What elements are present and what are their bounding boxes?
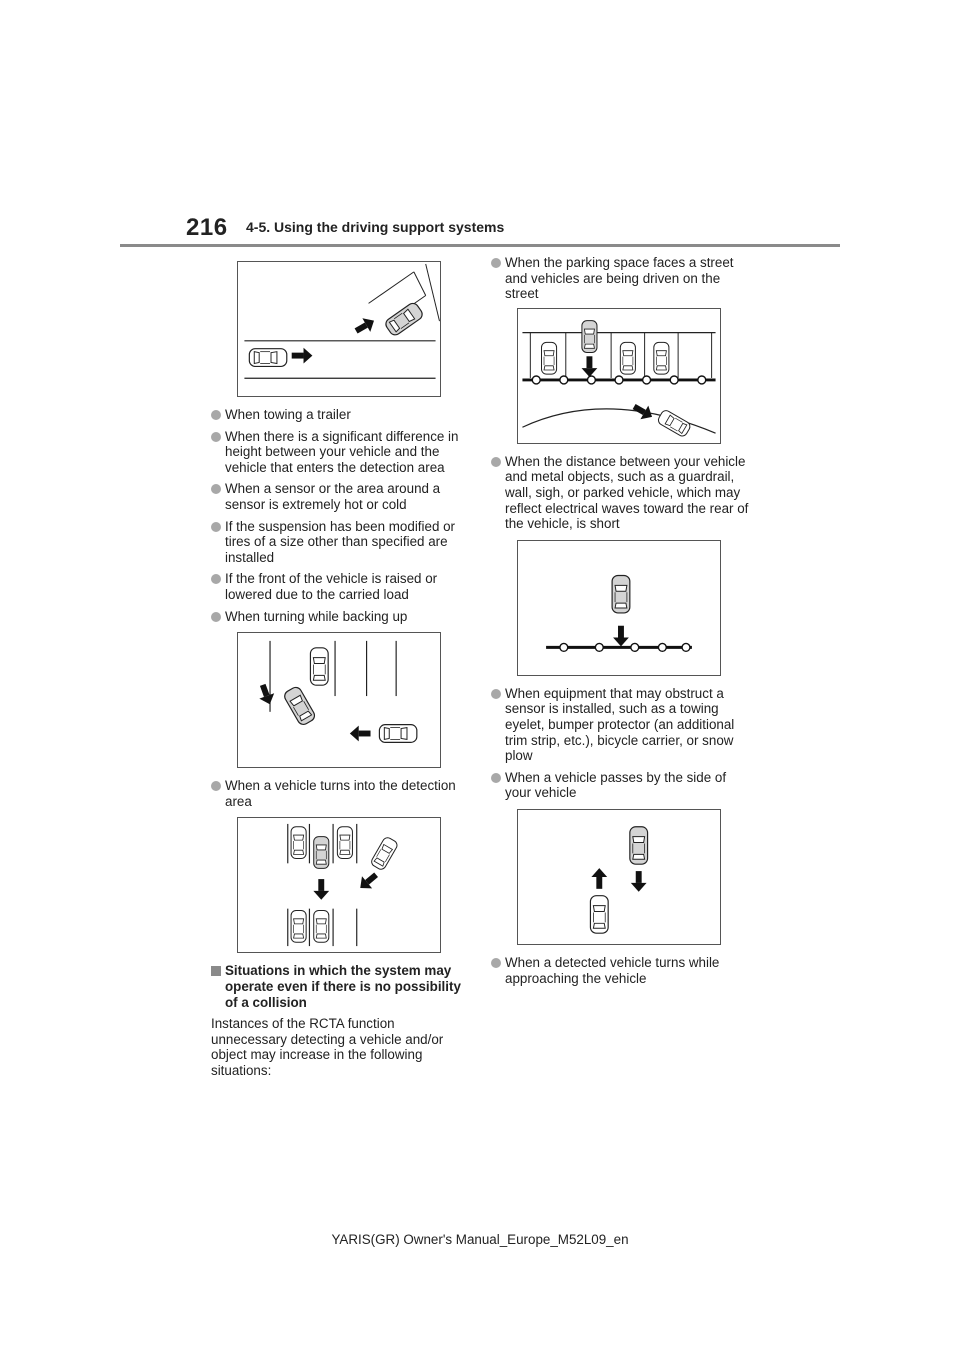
list-item: When turning while backing up	[211, 609, 469, 625]
subheading-unnecessary-operation: Situations in which the system may operate even if there is no possibility of a collision	[211, 963, 469, 1010]
illustration-vehicle-turns-into-area	[237, 817, 441, 953]
paragraph-rcta-instances: Instances of the RCTA function unnecessary detecting a vehicle and/or object may increase in the following situations:	[211, 1016, 444, 1078]
list-item: When towing a trailer	[211, 407, 469, 423]
illustration-street-facing-parking	[517, 308, 721, 444]
footer-manual-id: YARIS(GR) Owner's Manual_Europe_M52L09_en	[331, 1232, 629, 1247]
list-item: When equipment that may obstruct a sensor is installed, such as a towing eyelet, bumper protector (an additional trim strip, etc.), bicycle carrier, or snow plow	[491, 686, 749, 764]
list-item: When a detected vehicle turns while approaching the vehicle	[491, 955, 749, 986]
bullet-list-left-b	[211, 778, 469, 809]
illustration-metal-objects-close	[517, 540, 721, 676]
list-item: When the distance between your vehicle and metal objects, such as a guardrail, wall, sigh, or parked vehicle, which may reflect electrical waves toward the rear of the vehicle, is short	[491, 454, 749, 532]
bullet-list-right-b	[491, 454, 749, 532]
list-item: When a vehicle passes by the side of your vehicle	[491, 770, 749, 801]
list-item: If the suspension has been modified or tires of a size other than specified are installed	[211, 519, 469, 566]
left-column	[211, 261, 469, 1078]
illustration-towing-trailer	[237, 261, 441, 397]
bullet-list-left-a	[211, 407, 469, 624]
header-rule	[120, 244, 840, 247]
page-number: 216	[186, 214, 228, 241]
right-column	[491, 255, 749, 992]
list-item: When a vehicle turns into the detection area	[211, 778, 469, 809]
bullet-list-right-c	[491, 686, 749, 801]
bullet-list-right-a	[491, 255, 749, 302]
section-title: 4-5. Using the driving support systems	[246, 219, 505, 235]
list-item: When there is a significant difference in height between your vehicle and the vehicle that enters the detection area	[211, 429, 469, 476]
illustration-turning-backing-up	[237, 632, 441, 768]
list-item: When a sensor or the area around a sensor is extremely hot or cold	[211, 481, 469, 512]
bullet-list-right-d	[491, 955, 749, 986]
list-item: If the front of the vehicle is raised or lowered due to the carried load	[211, 571, 469, 602]
list-item: When the parking space faces a street and vehicles are being driven on the street	[491, 255, 749, 302]
illustration-vehicle-passes-side	[517, 809, 721, 945]
